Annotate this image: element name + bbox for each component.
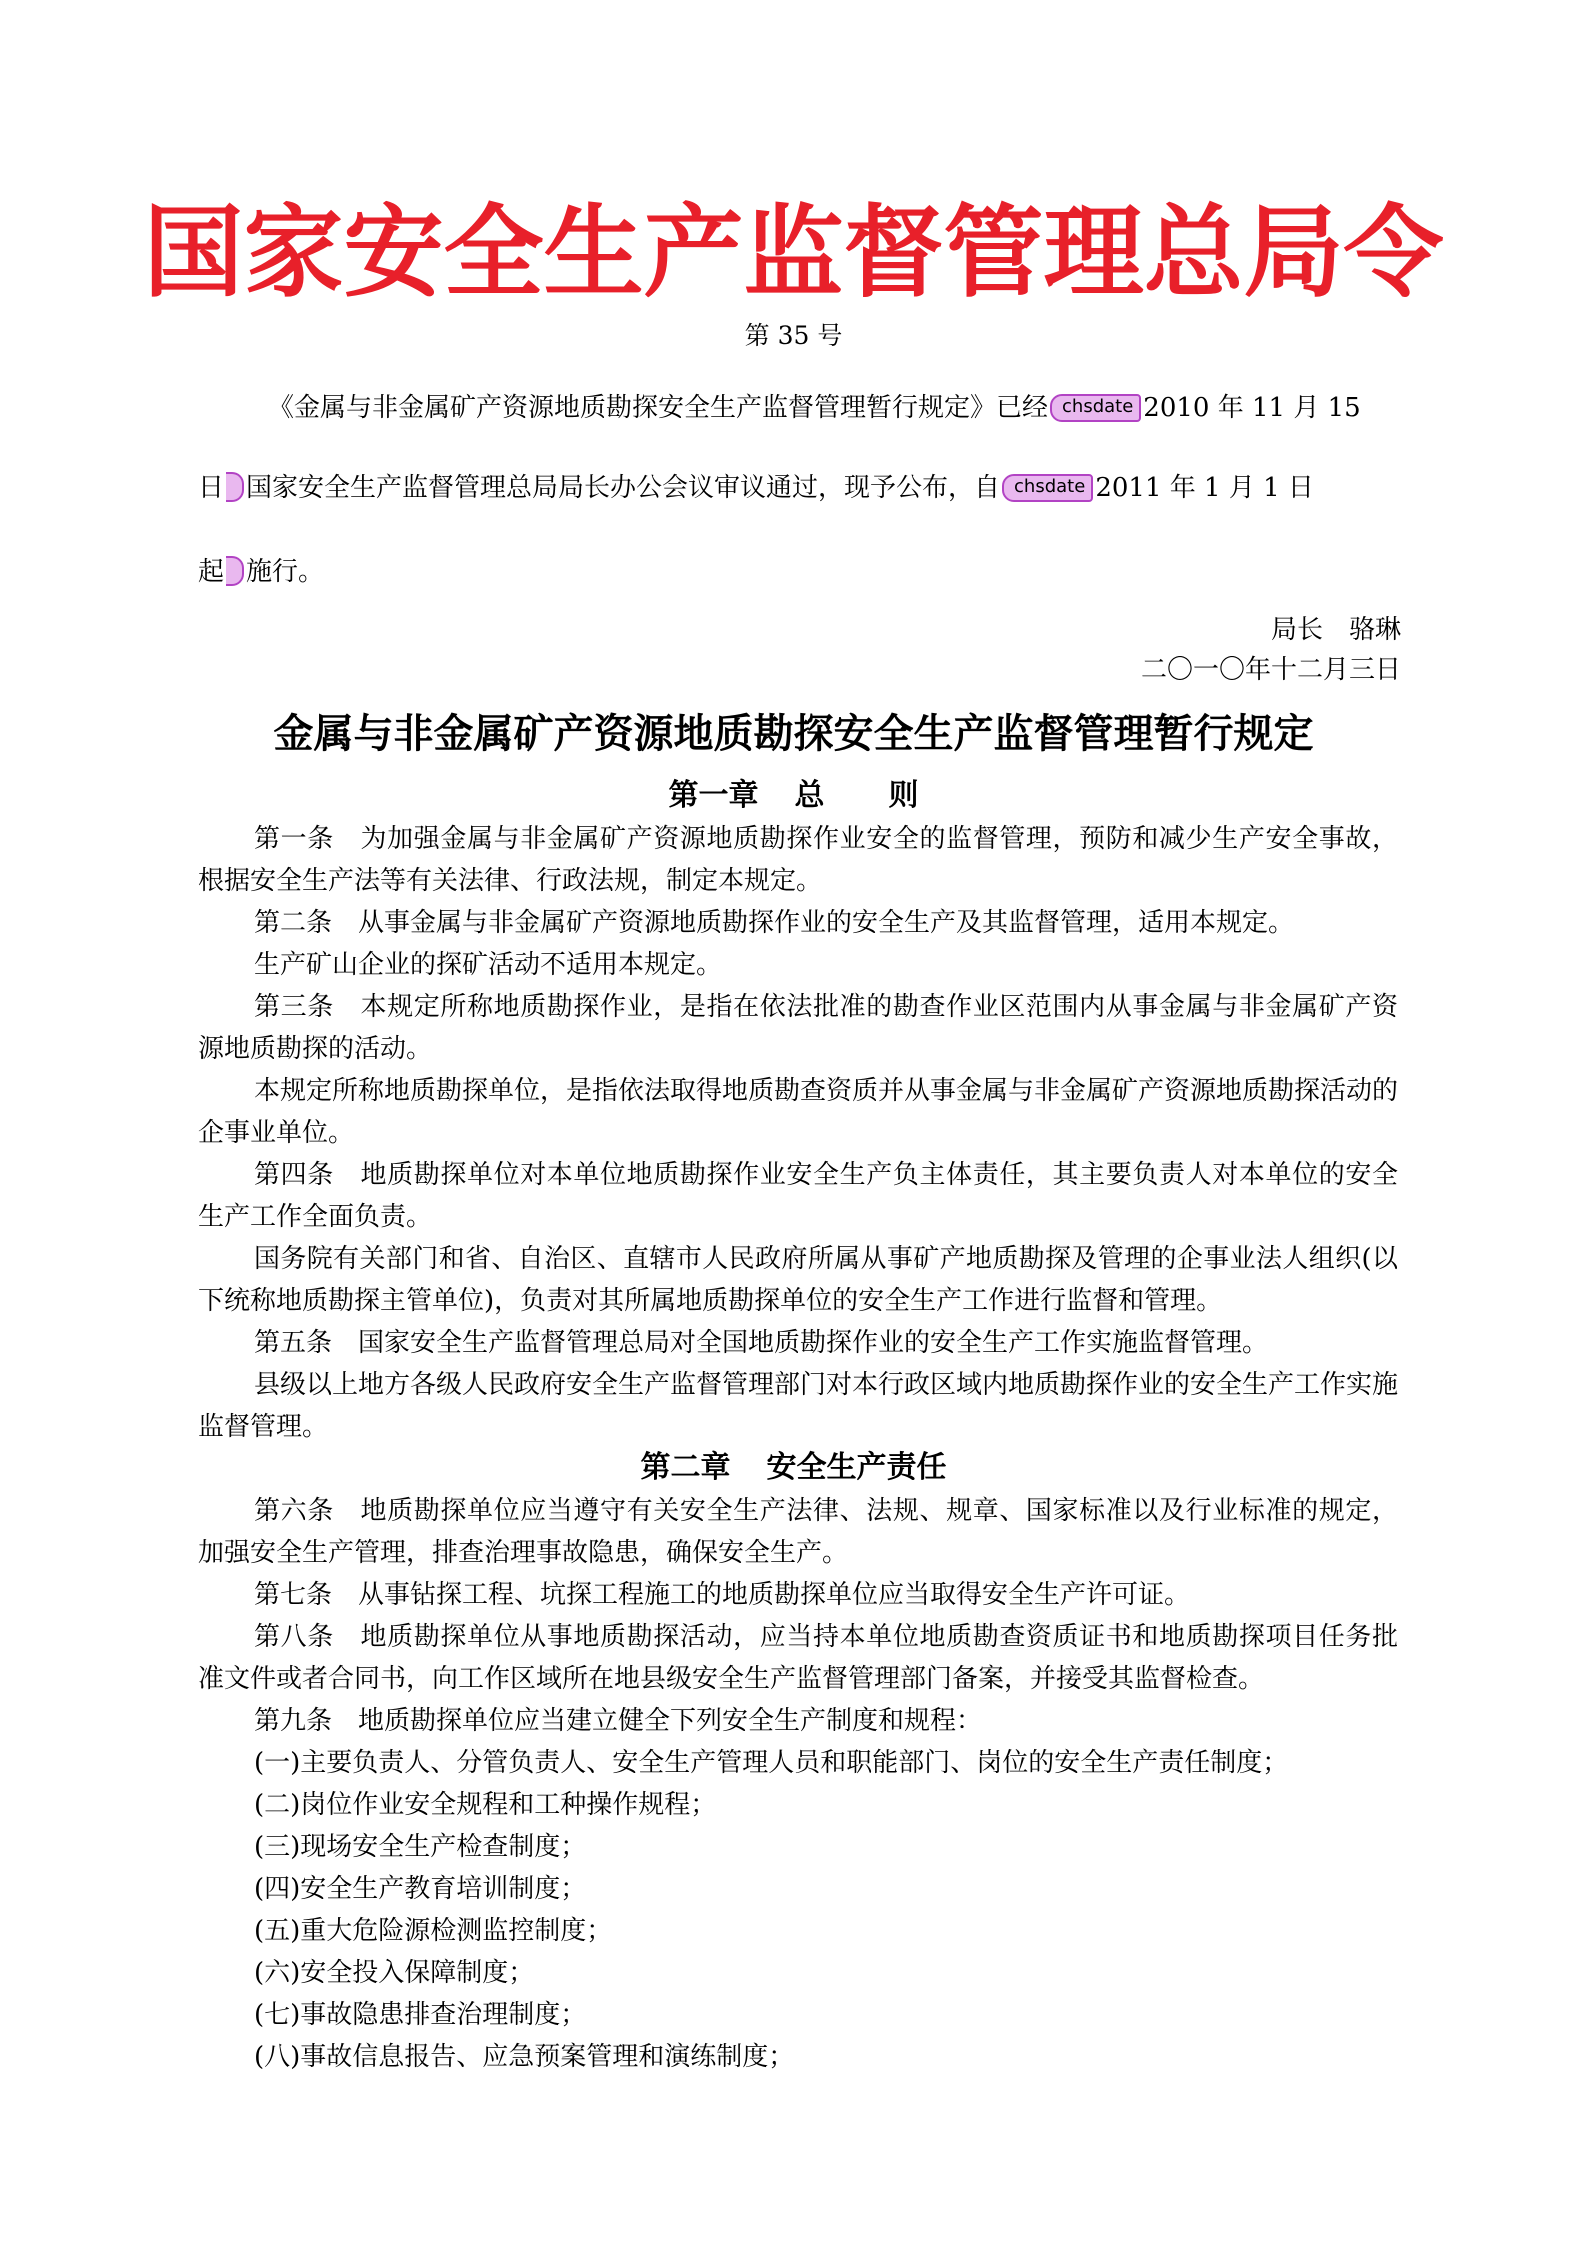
paragraph-text: (一)主要负责人、分管负责人、安全生产管理人员和职能部门、岗位的安全生产责任制度；: [254, 1748, 1289, 1778]
regulation-title: 金属与非金属矿产资源地质勘探安全生产监督管理暂行规定: [273, 711, 1314, 757]
paragraph-text: 地质勘探单位从事地质勘探活动，应当持本单位地质勘查资质证书和地质勘探项目任务批准文件或者合同书，向工作区域所在地县级安全生产监督管理部门备案，并接受其监督检查。: [198, 1622, 1398, 1694]
agency-order-title: 国家安全生产监督管理总局令: [143, 193, 1444, 311]
paragraph: [198, 1070, 1398, 1154]
paragraph-text: 国家安全生产监督管理总局对全国地质勘探作业的安全生产工作实施监督管理。: [358, 1328, 1269, 1358]
paragraph: [198, 818, 1398, 902]
article-number: 第一条: [254, 824, 334, 854]
article-number: 第九条: [254, 1706, 333, 1736]
paragraph-text: (三)现场安全生产检查制度；: [254, 1832, 587, 1862]
paragraph: [198, 1742, 1398, 1784]
chapter-1-name-b: 则: [888, 778, 919, 813]
article-number: 第三条: [254, 992, 334, 1022]
article-number: 第二条: [254, 908, 333, 938]
chsdate-tag-1[interactable]: chsdate: [1050, 394, 1141, 422]
article-number: 第八条: [254, 1622, 334, 1652]
chapter-2-name: 安全生产责任: [766, 1450, 947, 1485]
paragraph: [198, 2036, 1398, 2078]
paragraph: [198, 1490, 1398, 1574]
paragraph-text: (五)重大危险源检测监控制度；: [254, 1916, 613, 1946]
paragraph: [198, 986, 1398, 1070]
paragraph: [198, 1154, 1398, 1238]
order-number: 第 35 号: [744, 321, 843, 350]
chsdate-tag-1-close[interactable]: [226, 472, 244, 502]
paragraph: [198, 1700, 1398, 1742]
paragraph: [198, 1826, 1398, 1868]
preamble-text-2b: 国家安全生产监督管理总局局长办公会议审议通过，现予公布，自: [246, 473, 1001, 503]
paragraph: [198, 944, 1398, 986]
chapter-2-heading: [0, 1448, 1587, 1488]
paragraph: [198, 1364, 1398, 1448]
paragraph-text: 国务院有关部门和省、自治区、直辖市人民政府所属从事矿产地质勘探及管理的企事业法人组织(以下统称地质勘探主管单位)，负责对其所属地质勘探单位的安全生产工作进行监督和管理。: [198, 1244, 1398, 1316]
paragraph: [198, 902, 1398, 944]
article-number: 第六条: [254, 1496, 334, 1526]
paragraph-text: 地质勘探单位对本单位地质勘探作业安全生产负主体责任，其主要负责人对本单位的安全生产工作全面负责。: [198, 1160, 1398, 1232]
paragraph-text: 从事钻探工程、坑探工程施工的地质勘探单位应当取得安全生产许可证。: [358, 1580, 1191, 1610]
article-number: 第五条: [254, 1328, 333, 1358]
paragraph-text: (七)事故隐患排查治理制度；: [254, 2000, 587, 2030]
preamble-line-3: [198, 554, 1398, 590]
preamble-text-3b: 施行。: [246, 557, 325, 587]
paragraph-text: 本规定所称地质勘探作业，是指在依法批准的勘查作业区范围内从事金属与非金属矿产资源地质勘探的活动。: [198, 992, 1398, 1064]
paragraph-text: 地质勘探单位应当建立健全下列安全生产制度和规程：: [358, 1706, 983, 1736]
paragraph: [198, 1616, 1398, 1700]
paragraph-text: (二)岗位作业安全规程和工种操作规程；: [254, 1790, 717, 1820]
chapter-1-name-a: 总: [794, 778, 825, 813]
paragraph: [198, 1910, 1398, 1952]
chapter-2-prefix: 第二章: [640, 1450, 731, 1485]
paragraph: [198, 1238, 1398, 1322]
paragraph: [198, 1994, 1398, 2036]
chapter-1-body: [198, 818, 1398, 1448]
paragraph-text: 从事金属与非金属矿产资源地质勘探作业的安全生产及其监督管理，适用本规定。: [358, 908, 1295, 938]
paragraph-text: 本规定所称地质勘探单位，是指依法取得地质勘查资质并从事金属与非金属矿产资源地质勘探活动的企事业单位。: [198, 1076, 1399, 1148]
chsdate-tag-2-close[interactable]: [226, 556, 244, 586]
preamble-text-2a: 日: [198, 473, 225, 503]
issue-date: 二〇一〇年十二月三日: [1140, 655, 1401, 685]
paragraph: [198, 1868, 1398, 1910]
preamble-text-3a: 起: [198, 557, 225, 587]
article-number: 第四条: [254, 1160, 334, 1190]
paragraph: [198, 1574, 1398, 1616]
paragraph: [198, 1952, 1398, 1994]
signatory: 局长 骆琳: [1270, 615, 1401, 645]
preamble-date-2: 2011 年 1 月 1 日: [1095, 473, 1314, 503]
article-number: 第七条: [254, 1580, 333, 1610]
chsdate-tag-2[interactable]: chsdate: [1002, 474, 1093, 502]
paragraph-text: 生产矿山企业的探矿活动不适用本规定。: [254, 950, 723, 980]
preamble-line-1: [198, 390, 1398, 426]
paragraph-text: (八)事故信息报告、应急预案管理和演练制度；: [254, 2042, 795, 2072]
chapter-1-prefix: 第一章: [668, 778, 759, 813]
chapter-1-heading: [0, 776, 1587, 816]
paragraph: [198, 1784, 1398, 1826]
paragraph-text: (六)安全投入保障制度；: [254, 1958, 535, 1988]
preamble-line-2: [198, 470, 1398, 506]
preamble-date-1: 2010 年 11 月 15: [1143, 393, 1361, 423]
preamble-text-1: 《金属与非金属矿产资源地质勘探安全生产监督管理暂行规定》已经: [268, 393, 1049, 423]
paragraph-text: (四)安全生产教育培训制度；: [254, 1874, 587, 1904]
paragraph-text: 县级以上地方各级人民政府安全生产监督管理部门对本行政区域内地质勘探作业的安全生产工作实施监督管理。: [198, 1370, 1399, 1442]
chapter-2-body: [198, 1490, 1398, 2078]
paragraph-text: 地质勘探单位应当遵守有关安全生产法律、法规、规章、国家标准以及行业标准的规定，加强安全生产管理，排查治理事故隐患，确保安全生产。: [198, 1496, 1398, 1568]
paragraph: [198, 1322, 1398, 1364]
paragraph-text: 为加强金属与非金属矿产资源地质勘探作业安全的监督管理，预防和减少生产安全事故，根据安全生产法等有关法律、行政法规，制定本规定。: [198, 824, 1398, 896]
